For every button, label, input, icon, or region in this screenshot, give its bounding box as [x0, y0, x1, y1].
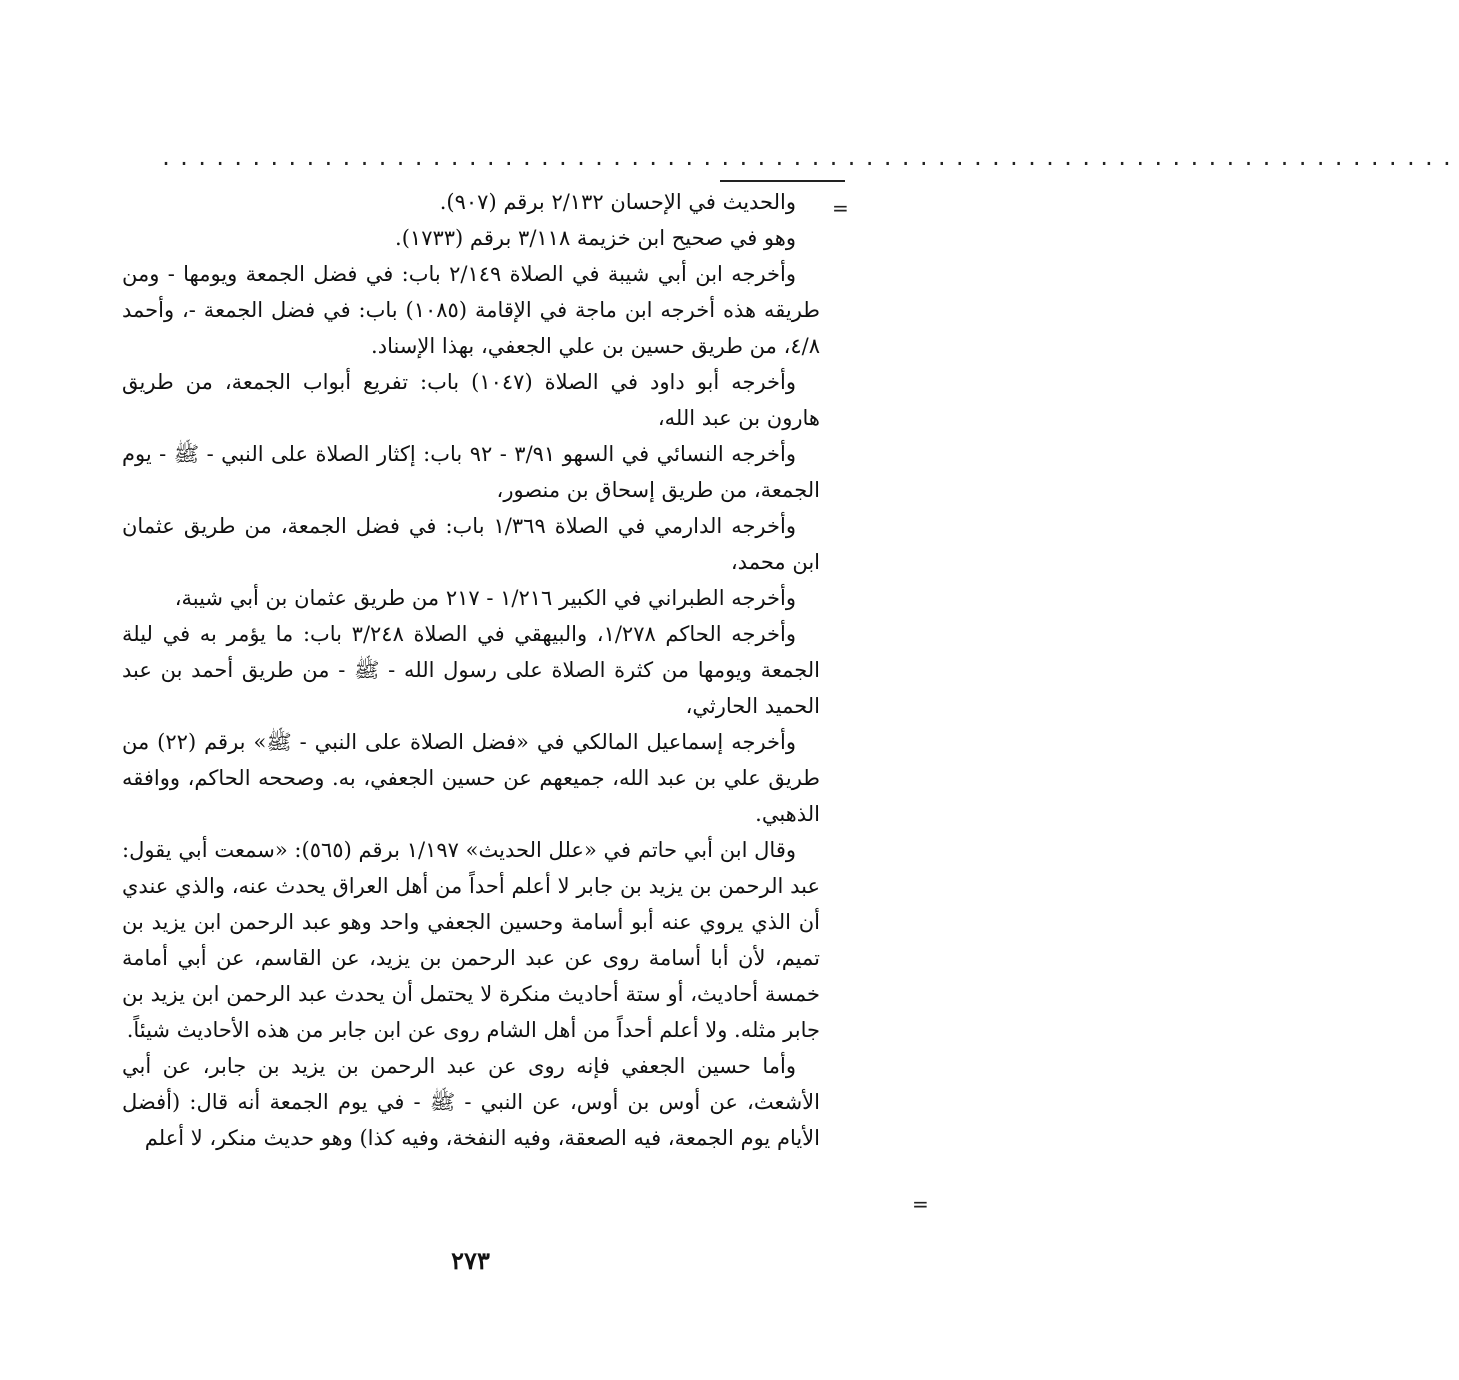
paragraph: وأخرجه الدارمي في الصلاة ١/٣٦٩ باب: في فضل الجمعة، من طريق عثمان ابن محمد،	[122, 514, 820, 574]
paragraph: وقال ابن أبي حاتم في «علل الحديث» ١/١٩٧ برقم (٥٦٥): «سمعت أبي يقول: عبد الرحمن بن يزيد بن جابر لا أعلم أحداً من أهل العراق يحدث عنه، والذي عندي أن الذي يروي عنه أبو أسامة وحسين الجعفي واحد وهو عبد الرحمن ابن يزيد بن تميم، لأن أبا أسامة روى عن عبد الرحمن بن يزيد، عن القاسم، عن أبي أمامة خمسة أحاديث، أو ستة أحاديث منكرة لا يحتمل أن يحدث عبد الرحمن ابن يزيد بن جابر مثله. ولا أعلم أحداً من أهل الشام روى عن ابن جابر من هذه الأحاديث شيئاً.	[122, 838, 820, 1042]
footnote-text	[122, 184, 820, 1156]
paragraph: والحديث في الإحسان ٢/١٣٢ برقم (٩٠٧).	[439, 190, 796, 214]
footnote-rule	[720, 180, 845, 182]
paragraph: وأخرجه النسائي في السهو ٣/٩١ - ٩٢ باب: إكثار الصلاة على النبي - ﷺ - يوم الجمعة، من طريق إسحاق بن منصور،	[122, 442, 820, 502]
page-number: ٢٧٣	[451, 1246, 490, 1275]
paragraph: وأخرجه الطبراني في الكبير ١/٢١٦ - ٢١٧ من طريق عثمان بن أبي شيبة،	[174, 586, 796, 610]
continuation-mark-top: =	[832, 196, 849, 220]
paragraph: وأما حسين الجعفي فإنه روى عن عبد الرحمن بن يزيد بن جابر، عن أبي الأشعث، عن أوس بن أوس، عن النبي - ﷺ - في يوم الجمعة أنه قال: (أفضل الأيام يوم الجمعة، فيه الصعقة، وفيه النفخة، وفيه كذا) وهو حديث منكر، لا أعلم	[122, 1054, 820, 1150]
continuation-mark-bottom: =	[912, 1192, 929, 1216]
paragraph: وأخرجه ابن أبي شيبة في الصلاة ٢/١٤٩ باب: في فضل الجمعة ويومها - ومن طريقه هذه أخرجه ابن ماجة في الإقامة (١٠٨٥) باب: في فضل الجمعة -، وأحمد ٤/٨، من طريق حسين بن علي الجعفي، بهذا الإسناد.	[122, 262, 820, 358]
paragraph: وأخرجه الحاكم ١/٢٧٨، والبيهقي في الصلاة ٣/٢٤٨ باب: ما يؤمر به في ليلة الجمعة ويومها من كثرة الصلاة على رسول الله - ﷺ - من طريق أحمد بن عبد الحميد الحارثي،	[122, 622, 820, 718]
paragraph: وهو في صحيح ابن خزيمة ٣/١١٨ برقم (١٧٣٣).	[395, 226, 796, 250]
paragraph: وأخرجه أبو داود في الصلاة (١٠٤٧) باب: تفريع أبواب الجمعة، من طريق هارون بن عبد الله،	[122, 370, 820, 430]
separator-dots: ........................................................................	[160, 146, 1459, 170]
paragraph: وأخرجه إسماعيل المالكي في «فضل الصلاة على النبي - ﷺ» برقم (٢٢) من طريق علي بن عبد الله، جميعهم عن حسين الجعفي، به. وصححه الحاكم، ووافقه الذهبي.	[122, 730, 820, 826]
